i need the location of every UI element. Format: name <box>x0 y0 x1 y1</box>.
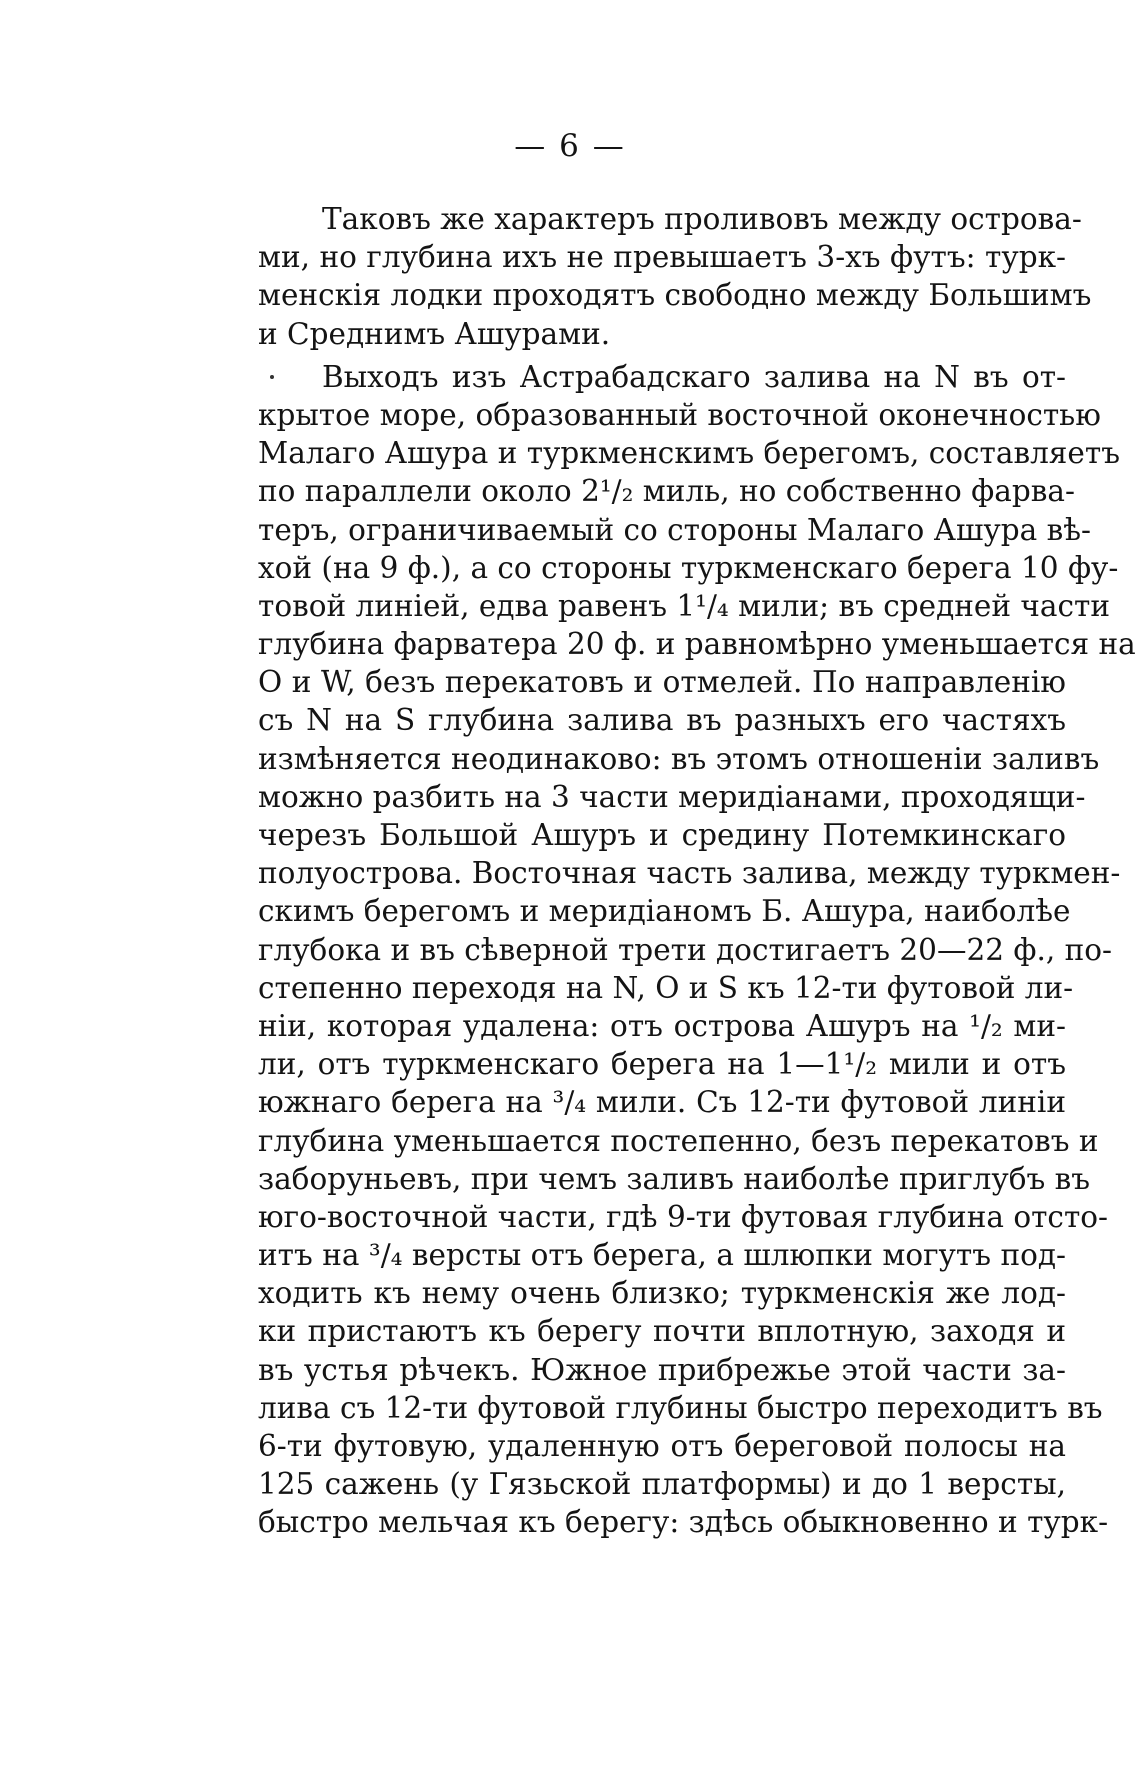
text-line: Выходъ изъ Астрабадскаго залива на N въ от- <box>322 359 1066 394</box>
text-line: быстро мельчая къ берегу: здѣсь обыкновенно и турк- <box>258 1505 1109 1540</box>
text-line: заборуньевъ, при чемъ заливъ наиболѣе приглубъ въ <box>258 1161 1091 1196</box>
paragraph-1 <box>258 200 1092 353</box>
page-number: — 6 — <box>514 128 626 164</box>
text-line: 6-ти футовую, удаленную отъ береговой полосы на <box>258 1429 1066 1463</box>
text-line: теръ, ограничиваемый со стороны Малаго Ашура вѣ- <box>258 512 1091 547</box>
text-line: крытое море, образованный восточной оконечностью <box>258 397 1101 432</box>
text-line: измѣняется неодинаково: въ этомъ отношеніи заливъ <box>258 741 1100 776</box>
text-line: южнаго берега на ³/₄ мили. Съ 12-ти футовой линіи <box>258 1085 1066 1120</box>
text-line: ходить къ нему очень близко; туркменскія же лод- <box>258 1276 1066 1311</box>
text-line: юго-восточной части, гдѣ 9-ти футовая глубина отсто- <box>258 1199 1108 1234</box>
text-line: полуострова. Восточная часть залива, между туркмен- <box>258 856 1121 891</box>
text-line: Малаго Ашура и туркменскимъ берегомъ, составляетъ <box>258 436 1120 471</box>
text-line: глубина уменьшается постепенно, безъ перекатовъ и <box>258 1123 1099 1158</box>
text-line: съ N на S глубина залива въ разныхъ его частяхъ <box>258 703 1066 738</box>
text-line: и Среднимъ Ашурами. <box>258 316 611 351</box>
text-line: ки пристаютъ къ берегу почти вплотную, заходя и <box>258 1314 1066 1349</box>
text-line: по параллели около 2¹/₂ миль, но собственно фарва- <box>258 474 1075 509</box>
text-line: ніи, которая удалена: отъ острова Ашуръ на ¹/₂ ми- <box>258 1008 1066 1043</box>
text-line: глубина фарватера 20 ф. и равномѣрно уменьшается на <box>258 627 1136 662</box>
text-line: ми, но глубина ихъ не превышаетъ 3-хъ футъ: турк- <box>258 240 1066 275</box>
text-line: можно разбить на 3 части меридіанами, проходящи- <box>258 779 1086 814</box>
paragraph-2 <box>258 358 1136 1542</box>
text-line: степенно переходя на N, O и S къ 12-ти футовой ли- <box>258 970 1074 1005</box>
text-line: ли, отъ туркменскаго берега на 1—1¹/₂ мили и отъ <box>258 1047 1066 1082</box>
text-line: 125 сажень (у Гязьской платформы) и до 1 версты, <box>258 1467 1066 1502</box>
margin-mark <box>270 375 274 379</box>
text-line: товой линіей, едва равенъ 1¹/₄ мили; въ средней части <box>258 588 1110 623</box>
text-line: Таковъ же характеръ проливовъ между острова- <box>322 202 1082 236</box>
text-line: скимъ берегомъ и меридіаномъ Б. Ашура, наиболѣе <box>258 894 1071 929</box>
text-line: итъ на ³/₄ версты отъ берега, а шлюпки могутъ под- <box>258 1238 1066 1273</box>
text-line: глубока и въ сѣверной трети достигаетъ 20—22 ф., по- <box>258 932 1112 967</box>
text-line: хой (на 9 ф.), а со стороны туркменскаго берега 10 фу- <box>258 550 1119 585</box>
text-line: въ устья рѣчекъ. Южное прибрежье этой части за- <box>258 1352 1066 1387</box>
body-text <box>258 200 1136 1542</box>
text-line: менскія лодки проходятъ свободно между Большимъ <box>258 278 1092 313</box>
text-line: лива съ 12-ти футовой глубины быстро переходитъ въ <box>258 1390 1103 1425</box>
text-line: O и W, безъ перекатовъ и отмелей. По направленію <box>258 665 1066 700</box>
text-line: черезъ Большой Ашуръ и средину Потемкинскаго <box>258 818 1066 852</box>
